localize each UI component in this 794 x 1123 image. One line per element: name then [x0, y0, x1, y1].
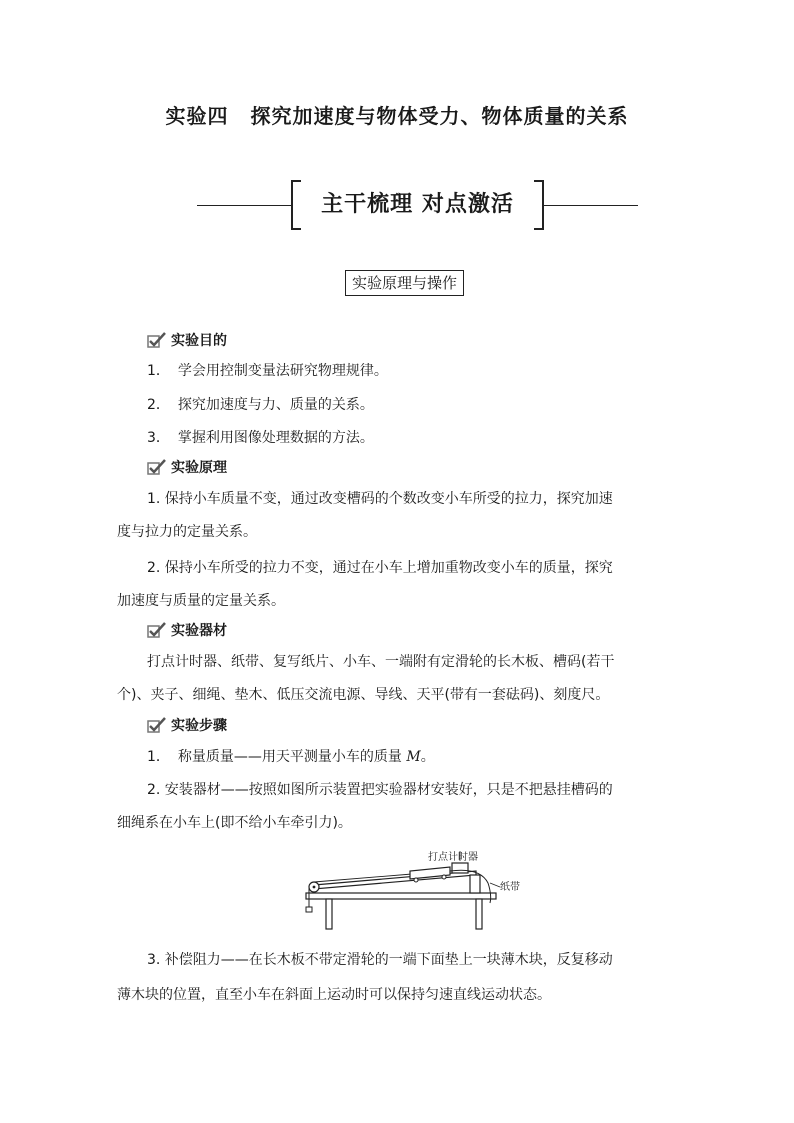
banner-left-rule — [197, 205, 291, 206]
support-block — [470, 875, 480, 893]
table-leg — [326, 899, 332, 929]
principle-p1-line2: 度与拉力的定量关系。 — [117, 524, 257, 540]
step-2-line2: 细绳系在小车上(即不给小车牵引力)。 — [117, 815, 352, 831]
principle-p2-line2: 加速度与质量的定量关系。 — [117, 593, 285, 609]
step-3-line1: 3. 补偿阻力——在长木板不带定滑轮的一端下面垫上一块薄木块，反复移动 — [147, 952, 613, 968]
hanging-weight — [306, 907, 312, 912]
purpose-heading: 实验目的 — [147, 330, 227, 350]
apparatus-figure — [300, 843, 515, 933]
equipment-line2: 个)、夹子、细绳、垫木、低压交流电源、导线、天平(带有一套砝码)、刻度尺。 — [117, 687, 610, 703]
step-3-line2: 薄木块的位置，直至小车在斜面上运动时可以保持匀速直线运动状态。 — [117, 987, 551, 1003]
equipment-line1: 打点计时器、纸带、复写纸片、小车、一端附有定滑轮的长木板、槽码(若干 — [147, 654, 615, 670]
check-icon — [147, 332, 167, 348]
subheading-box: 实验原理与操作 — [345, 270, 464, 296]
principle-heading: 实验原理 — [147, 457, 227, 477]
check-icon — [147, 622, 167, 638]
title-part2: 探究加速度与物体受力、物体质量的关系 — [250, 104, 629, 128]
page-title — [0, 100, 794, 129]
title-part1: 实验四 — [165, 104, 229, 128]
step-1: 1． 称量质量——用天平测量小车的质量 M。 — [147, 749, 435, 765]
banner-right-rule — [544, 205, 638, 206]
principle-p1-line1: 1. 保持小车质量不变，通过改变槽码的个数改变小车所受的拉力，探究加速 — [147, 491, 613, 507]
purpose-item-3: 3． 掌握利用图像处理数据的方法。 — [147, 430, 374, 446]
equipment-heading: 实验器材 — [147, 620, 227, 640]
purpose-item-2: 2． 探究加速度与力、质量的关系。 — [147, 397, 374, 413]
table-top — [306, 893, 496, 899]
purpose-item-1: 1． 学会用控制变量法研究物理规律。 — [147, 363, 388, 379]
step-2-line1: 2. 安装器材——按照如图所示装置把实验器材安装好，只是不把悬挂槽码的 — [147, 782, 613, 798]
principle-p2-line1: 2. 保持小车所受的拉力不变，通过在小车上增加重物改变小车的质量，探究 — [147, 560, 613, 576]
steps-heading: 实验步骤 — [147, 715, 227, 735]
timer — [452, 863, 468, 873]
tape-label: 纸带 — [500, 882, 520, 893]
section-banner: 主干梳理 对点激活 — [321, 191, 514, 217]
check-icon — [147, 717, 167, 733]
check-icon — [147, 459, 167, 475]
table-leg — [476, 899, 482, 929]
timer-label: 打点计时器 — [428, 852, 478, 863]
